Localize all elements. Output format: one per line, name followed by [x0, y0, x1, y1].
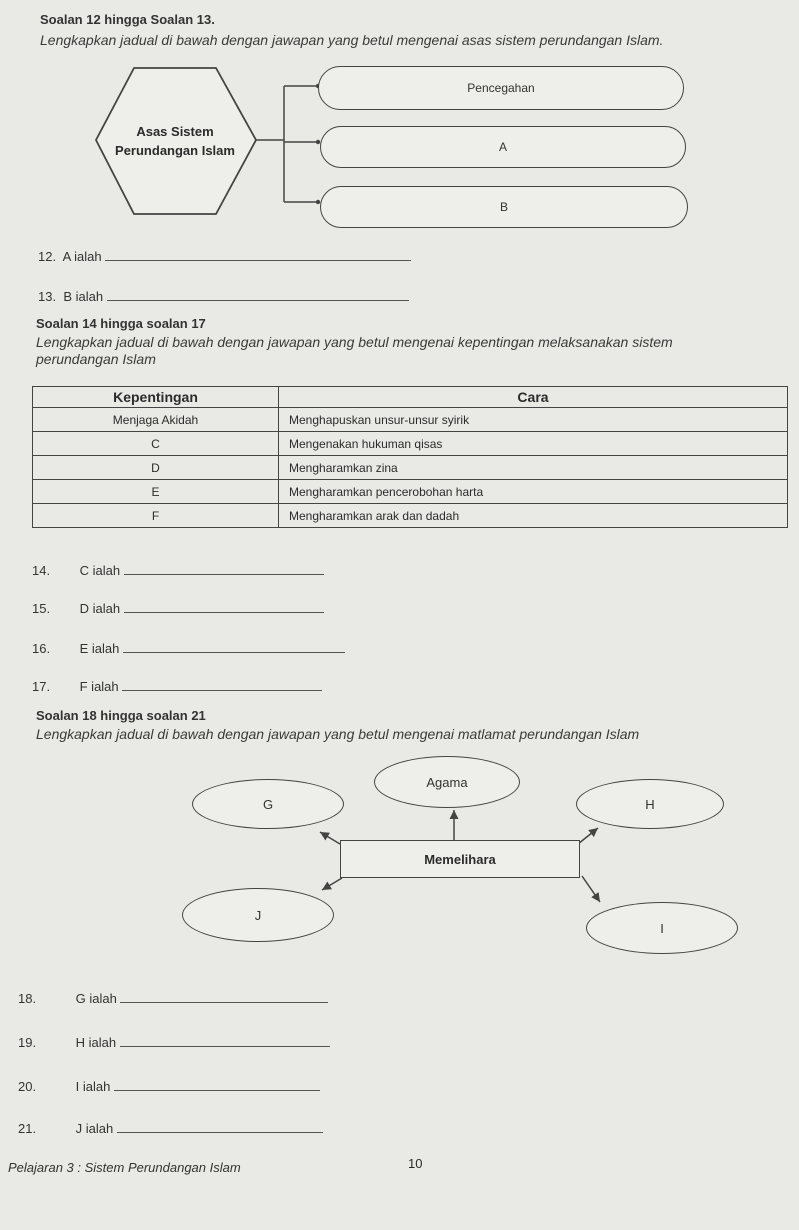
- question-label: A ialah: [62, 249, 102, 264]
- question-number: 20.: [18, 1079, 37, 1094]
- question-12: [38, 248, 411, 264]
- box-label: B: [499, 200, 508, 214]
- footer-subject: Pelajaran 3 : Sistem Perundangan Islam: [8, 1160, 241, 1175]
- question-label: H ialah: [75, 1035, 117, 1050]
- oval-label: H: [645, 796, 655, 812]
- table-cell-cara: Mengenakan hukuman qisas: [279, 432, 788, 456]
- section2-instruction-line1: Lengkapkan jadual di bawah dengan jawapan yang betul mengenai kepentingan melaksanakan sistem: [36, 334, 673, 350]
- question-number: 14.: [32, 563, 51, 578]
- table-cell-cara: Mengharamkan zina: [279, 456, 788, 480]
- section2-instruction-line2: perundangan Islam: [36, 351, 156, 367]
- table-cell-cara: Menghapuskan unsur-unsur syirik: [279, 408, 788, 432]
- table-cell-kepentingan: Menjaga Akidah: [33, 408, 279, 432]
- question-label: F ialah: [79, 679, 119, 694]
- box-label: Pencegahan: [467, 81, 535, 95]
- answer-line[interactable]: [122, 678, 322, 691]
- table-header-kepentingan: Kepentingan: [33, 387, 279, 408]
- answer-line[interactable]: [124, 600, 324, 613]
- answer-line[interactable]: [114, 1078, 320, 1091]
- hexagon-label: [100, 122, 250, 160]
- question-label: G ialah: [75, 991, 117, 1006]
- table-row: [33, 504, 788, 528]
- section3-instruction: Lengkapkan jadual di bawah dengan jawapan yang betul mengenai matlamat perundangan Islam: [36, 726, 640, 742]
- table-row: [33, 480, 788, 504]
- table-cell-kepentingan: D: [33, 456, 279, 480]
- table-cell-cara: Mengharamkan arak dan dadah: [279, 504, 788, 528]
- oval-j: [182, 888, 334, 942]
- question-label: J ialah: [75, 1121, 114, 1136]
- question-number: 21.: [18, 1121, 37, 1136]
- table-cell-kepentingan: E: [33, 480, 279, 504]
- question-number: 15.: [32, 601, 51, 616]
- question-number: 12.: [38, 249, 57, 264]
- oval-h: [576, 779, 724, 829]
- question-number: 18.: [18, 991, 37, 1006]
- question-20: [18, 1078, 320, 1094]
- table-cell-cara: Mengharamkan pencerobohan harta: [279, 480, 788, 504]
- answer-line[interactable]: [123, 640, 345, 653]
- oval-label: J: [254, 907, 262, 923]
- box-a: [320, 126, 686, 168]
- oval-label: G: [262, 796, 274, 812]
- question-label: C ialah: [79, 563, 121, 578]
- oval-g: [192, 779, 344, 829]
- question-number: 19.: [18, 1035, 37, 1050]
- question-number: 16.: [32, 641, 51, 656]
- table-cell-kepentingan: F: [33, 504, 279, 528]
- section2-instruction: [36, 334, 673, 368]
- answer-line[interactable]: [124, 562, 324, 575]
- question-18: [18, 990, 328, 1006]
- box-memelihara: [340, 840, 580, 878]
- table-header-row: [33, 387, 788, 408]
- question-15: [32, 600, 324, 616]
- section1-instruction: Lengkapkan jadual di bawah dengan jawapan yang betul mengenai asas sistem perundangan Islam.: [40, 32, 664, 48]
- question-label: D ialah: [79, 601, 121, 616]
- box-label: Memelihara: [424, 851, 496, 867]
- kepentingan-table: [32, 386, 788, 528]
- answer-line[interactable]: [105, 248, 411, 261]
- oval-label: I: [660, 920, 664, 936]
- answer-line[interactable]: [120, 990, 328, 1003]
- question-19: [18, 1034, 330, 1050]
- question-16: [32, 640, 345, 656]
- table-row: [33, 456, 788, 480]
- question-label: E ialah: [79, 641, 120, 656]
- question-14: [32, 562, 324, 578]
- oval-i: [586, 902, 738, 954]
- question-label: B ialah: [63, 289, 104, 304]
- page-number: 10: [408, 1156, 423, 1171]
- question-13: [38, 288, 409, 304]
- table-row: [33, 432, 788, 456]
- question-number: 17.: [32, 679, 51, 694]
- box-b: [320, 186, 688, 228]
- table-cell-kepentingan: C: [33, 432, 279, 456]
- question-label: I ialah: [75, 1079, 111, 1094]
- oval-label: Agama: [426, 774, 468, 790]
- section1-heading: Soalan 12 hingga Soalan 13.: [40, 12, 215, 27]
- question-17: [32, 678, 322, 694]
- table-row: [33, 408, 788, 432]
- section3-heading: Soalan 18 hingga soalan 21: [36, 708, 206, 723]
- box-pencegahan: [318, 66, 684, 110]
- question-number: 13.: [38, 289, 57, 304]
- box-label: A: [498, 140, 507, 154]
- answer-line[interactable]: [117, 1120, 323, 1133]
- answer-line[interactable]: [120, 1034, 330, 1047]
- section2-heading: Soalan 14 hingga soalan 17: [36, 316, 206, 331]
- hexagon-line1: Asas Sistem: [136, 124, 214, 139]
- hexagon-line2: Perundangan Islam: [115, 143, 235, 158]
- answer-line[interactable]: [107, 288, 409, 301]
- table-header-cara: Cara: [279, 387, 788, 408]
- oval-agama: [374, 756, 520, 808]
- question-21: [18, 1120, 323, 1136]
